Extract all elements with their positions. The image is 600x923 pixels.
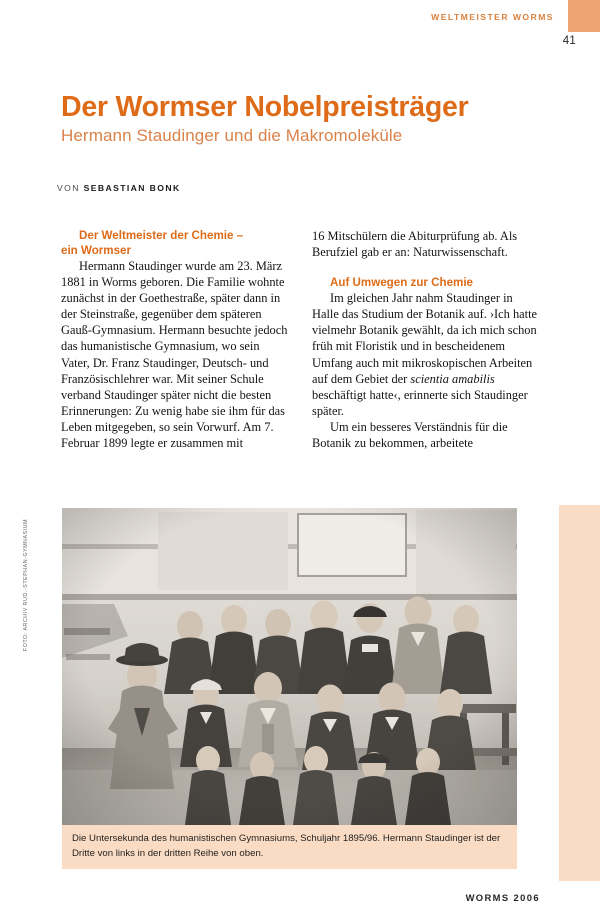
header-accent-block: [568, 0, 600, 32]
right-paragraph-continuation: 16 Mitschülern die Abiturprüfung ab. Als Berufziel gab er an: Naturwissenschaft.: [312, 229, 518, 260]
photo-credit: FOTO: ARCHIV RUD.-STEPHAN-GYMNASIUM: [23, 518, 29, 652]
side-accent-band: [559, 505, 600, 881]
left-subhead-line1: Der Weltmeister der Chemie –: [79, 229, 244, 242]
left-column: [61, 228, 288, 451]
right-paragraph-2-part1: Im gleichen Jahr nahm Staudinger in Halle das Studium der Botanik auf. ›Ich hatte vielmehr Botanik gewählt, da ich mich schon früh mit Floristik und in bescheidenem Umfang auch mit mikroskopischen Arbeiten auf dem Gebiet der: [312, 291, 538, 386]
column-spacer: [312, 260, 539, 275]
right-column: [312, 228, 539, 451]
right-paragraph-3: Um ein besseres Verständnis für die Botanik zu bekommen, arbeitete: [312, 419, 508, 451]
photo-caption-text: Die Untersekunda des humanistischen Gymnasiums, Schuljahr 1895/96. Hermann Staudinger ist der Dritte von links in der dritten Reihe von oben.: [72, 833, 501, 859]
byline: [57, 183, 181, 193]
left-subhead-line2: ein Wormser: [61, 244, 132, 257]
right-paragraph-2-italic: scientia amabilis: [410, 371, 495, 386]
right-paragraph-2-part2: beschäftigt hatte‹, erinnerte sich Staudinger später.: [312, 387, 528, 418]
page-subtitle: Hermann Staudinger und die Makromoleküle: [61, 126, 403, 145]
page-title: Der Wormser Nobelpreisträger: [61, 91, 469, 124]
historic-class-photo-illustration: [62, 508, 517, 825]
byline-prefix: VON: [57, 183, 80, 193]
photo-caption-box: [62, 825, 517, 869]
footer-text: WORMS 2006: [465, 892, 540, 903]
article-body: [61, 228, 539, 451]
page-number: 41: [562, 35, 576, 47]
class-photograph: [62, 508, 517, 825]
byline-author: SEBASTIAN BONK: [83, 183, 181, 193]
left-paragraph-1: Hermann Staudinger wurde am 23. März 1881 in Worms geboren. Die Familie wohnte zunächst in der Goethestraße, später dann in der Steinstraße, gegenüber dem späteren Gauß-Gymnasium. Hermann besuchte jedoch das humanistische Gymnasium, wo sein Vater, Dr. Franz Staudinger, Deutsch- und Französischlehrer war. Mit seiner Schule verband Staudinger später nicht die besten Erinnerungen: Zu wenig habe sie ihm für das Leben mitgegeben, so sein Vorwurf. Am 7. Februar 1899 legte er zusammen mit: [61, 259, 288, 451]
header-kicker: WELTMEISTER WORMS: [431, 12, 554, 22]
right-subhead: Auf Umwegen zur Chemie: [330, 276, 474, 290]
right-paragraph-2: [312, 290, 539, 419]
